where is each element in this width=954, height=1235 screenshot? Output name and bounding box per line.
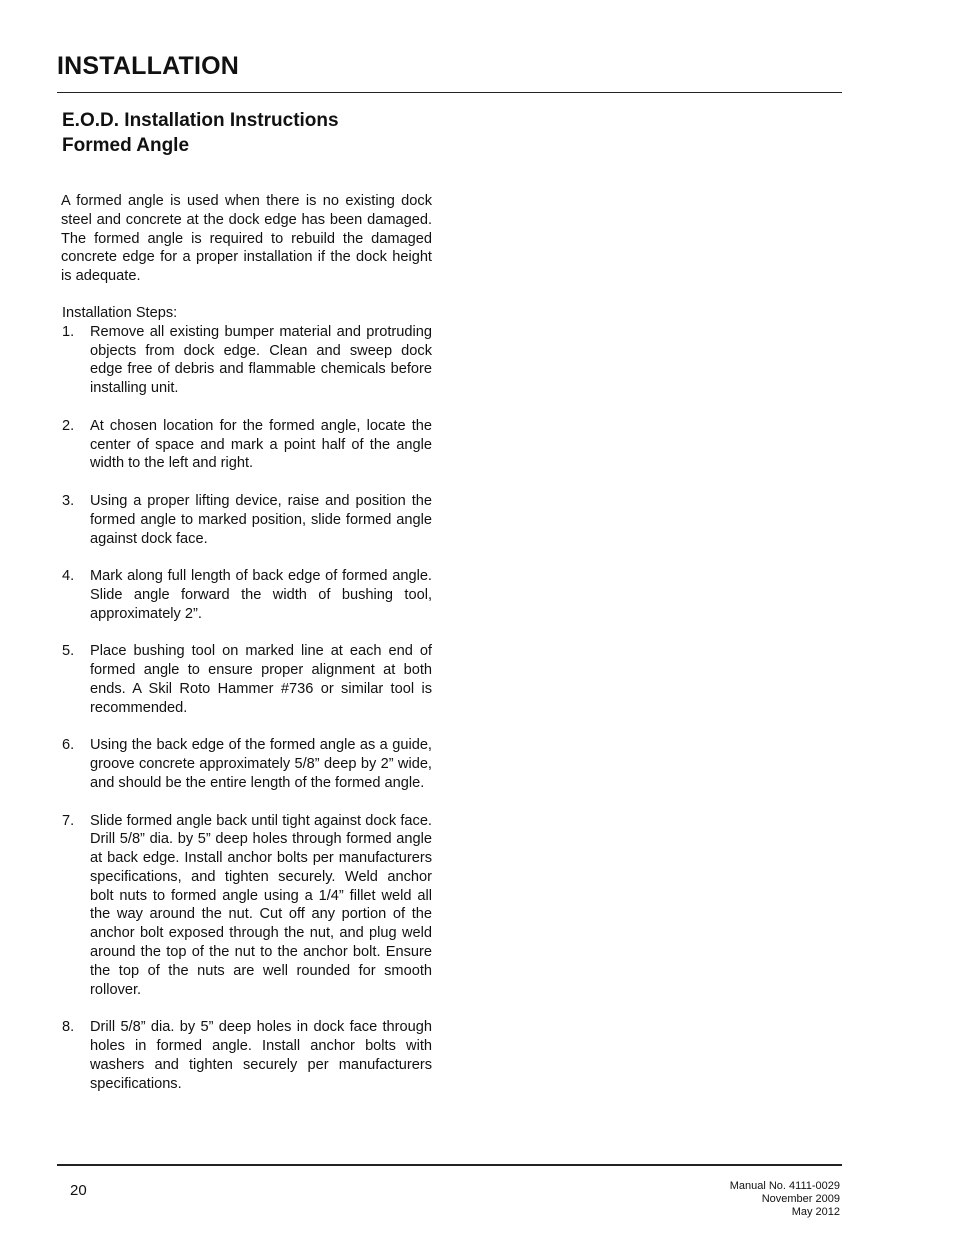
list-item [57,812,432,1000]
revision-date-1: November 2009 [761,1193,840,1205]
step-number: 4. [62,568,75,585]
content-column [57,192,432,1112]
list-item [57,492,432,548]
intro-paragraph: A formed angle is used when there is no existing dock steel and concrete at the dock edge has been damaged. The formed angle is required to rebuild the damaged concrete edge for a proper installation if the dock height is adequate. [61,193,432,285]
manual-info [730,1180,840,1219]
step-number: 7. [62,812,75,829]
section-title-line2: Formed Angle [62,135,190,156]
step-number: 5. [62,643,75,660]
step-number: 2. [62,417,75,434]
revision-date-2: May 2012 [791,1206,840,1218]
steps-label: Installation Steps: [62,304,178,321]
step-text: Mark along full length of back edge of formed angle. Slide angle forward the width of bushing tool, approximately 2”. [90,568,432,622]
step-number: 1. [62,323,75,340]
page-title: INSTALLATION [57,52,240,80]
list-item [57,567,432,623]
steps-list [57,323,432,1094]
section-title-line1: E.O.D. Installation Instructions [62,110,339,131]
step-text: Using the back edge of the formed angle as a guide, groove concrete approximately 5/8” deep by 2” wide, and should be the entire length of the formed angle. [90,737,432,791]
list-item [57,642,432,717]
step-text: At chosen location for the formed angle, locate the center of space and mark a point half of the angle width to the left and right. [90,417,432,472]
section-title [62,108,339,158]
header-divider [57,92,842,93]
step-text: Place bushing tool on marked line at each end of formed angle to ensure proper alignment at both ends. A Skil Roto Hammer #736 or similar tool is recommended. [90,643,432,716]
manual-number: Manual No. 4111-0029 [729,1180,840,1192]
step-text: Remove all existing bumper material and protruding objects from dock edge. Clean and sweep dock edge free of debris and flammable chemicals before installing unit. [90,323,432,397]
step-text: Drill 5/8” dia. by 5” deep holes in dock face through holes in formed angle. Install anchor bolts with washers and tighten securely per manufacturers specifications. [90,1019,432,1092]
step-number: 8. [62,1019,75,1036]
step-text: Using a proper lifting device, raise and position the formed angle to marked position, slide formed angle against dock face. [90,492,432,547]
list-item [57,323,432,398]
page-number: 20 [70,1182,87,1199]
footer-divider [57,1164,842,1166]
list-item [57,1018,432,1093]
step-number: 3. [62,492,75,509]
list-item [57,417,432,473]
list-item [57,736,432,792]
step-text: Slide formed angle back until tight against dock face. Drill 5/8” dia. by 5” deep holes through formed angle at back edge. Install anchor bolts per manufacturers specifications, and tighten securely. Weld anchor bolt nuts to formed angle using a 1/4” fillet weld all the way around the nut. Cut off any portion of the anchor bolt exposed through the nut, and plug weld around the top of the nut to the anchor bolt. Ensure the top of the nuts are well rounded for smooth rollover. [90,812,432,998]
step-number: 6. [62,737,75,754]
